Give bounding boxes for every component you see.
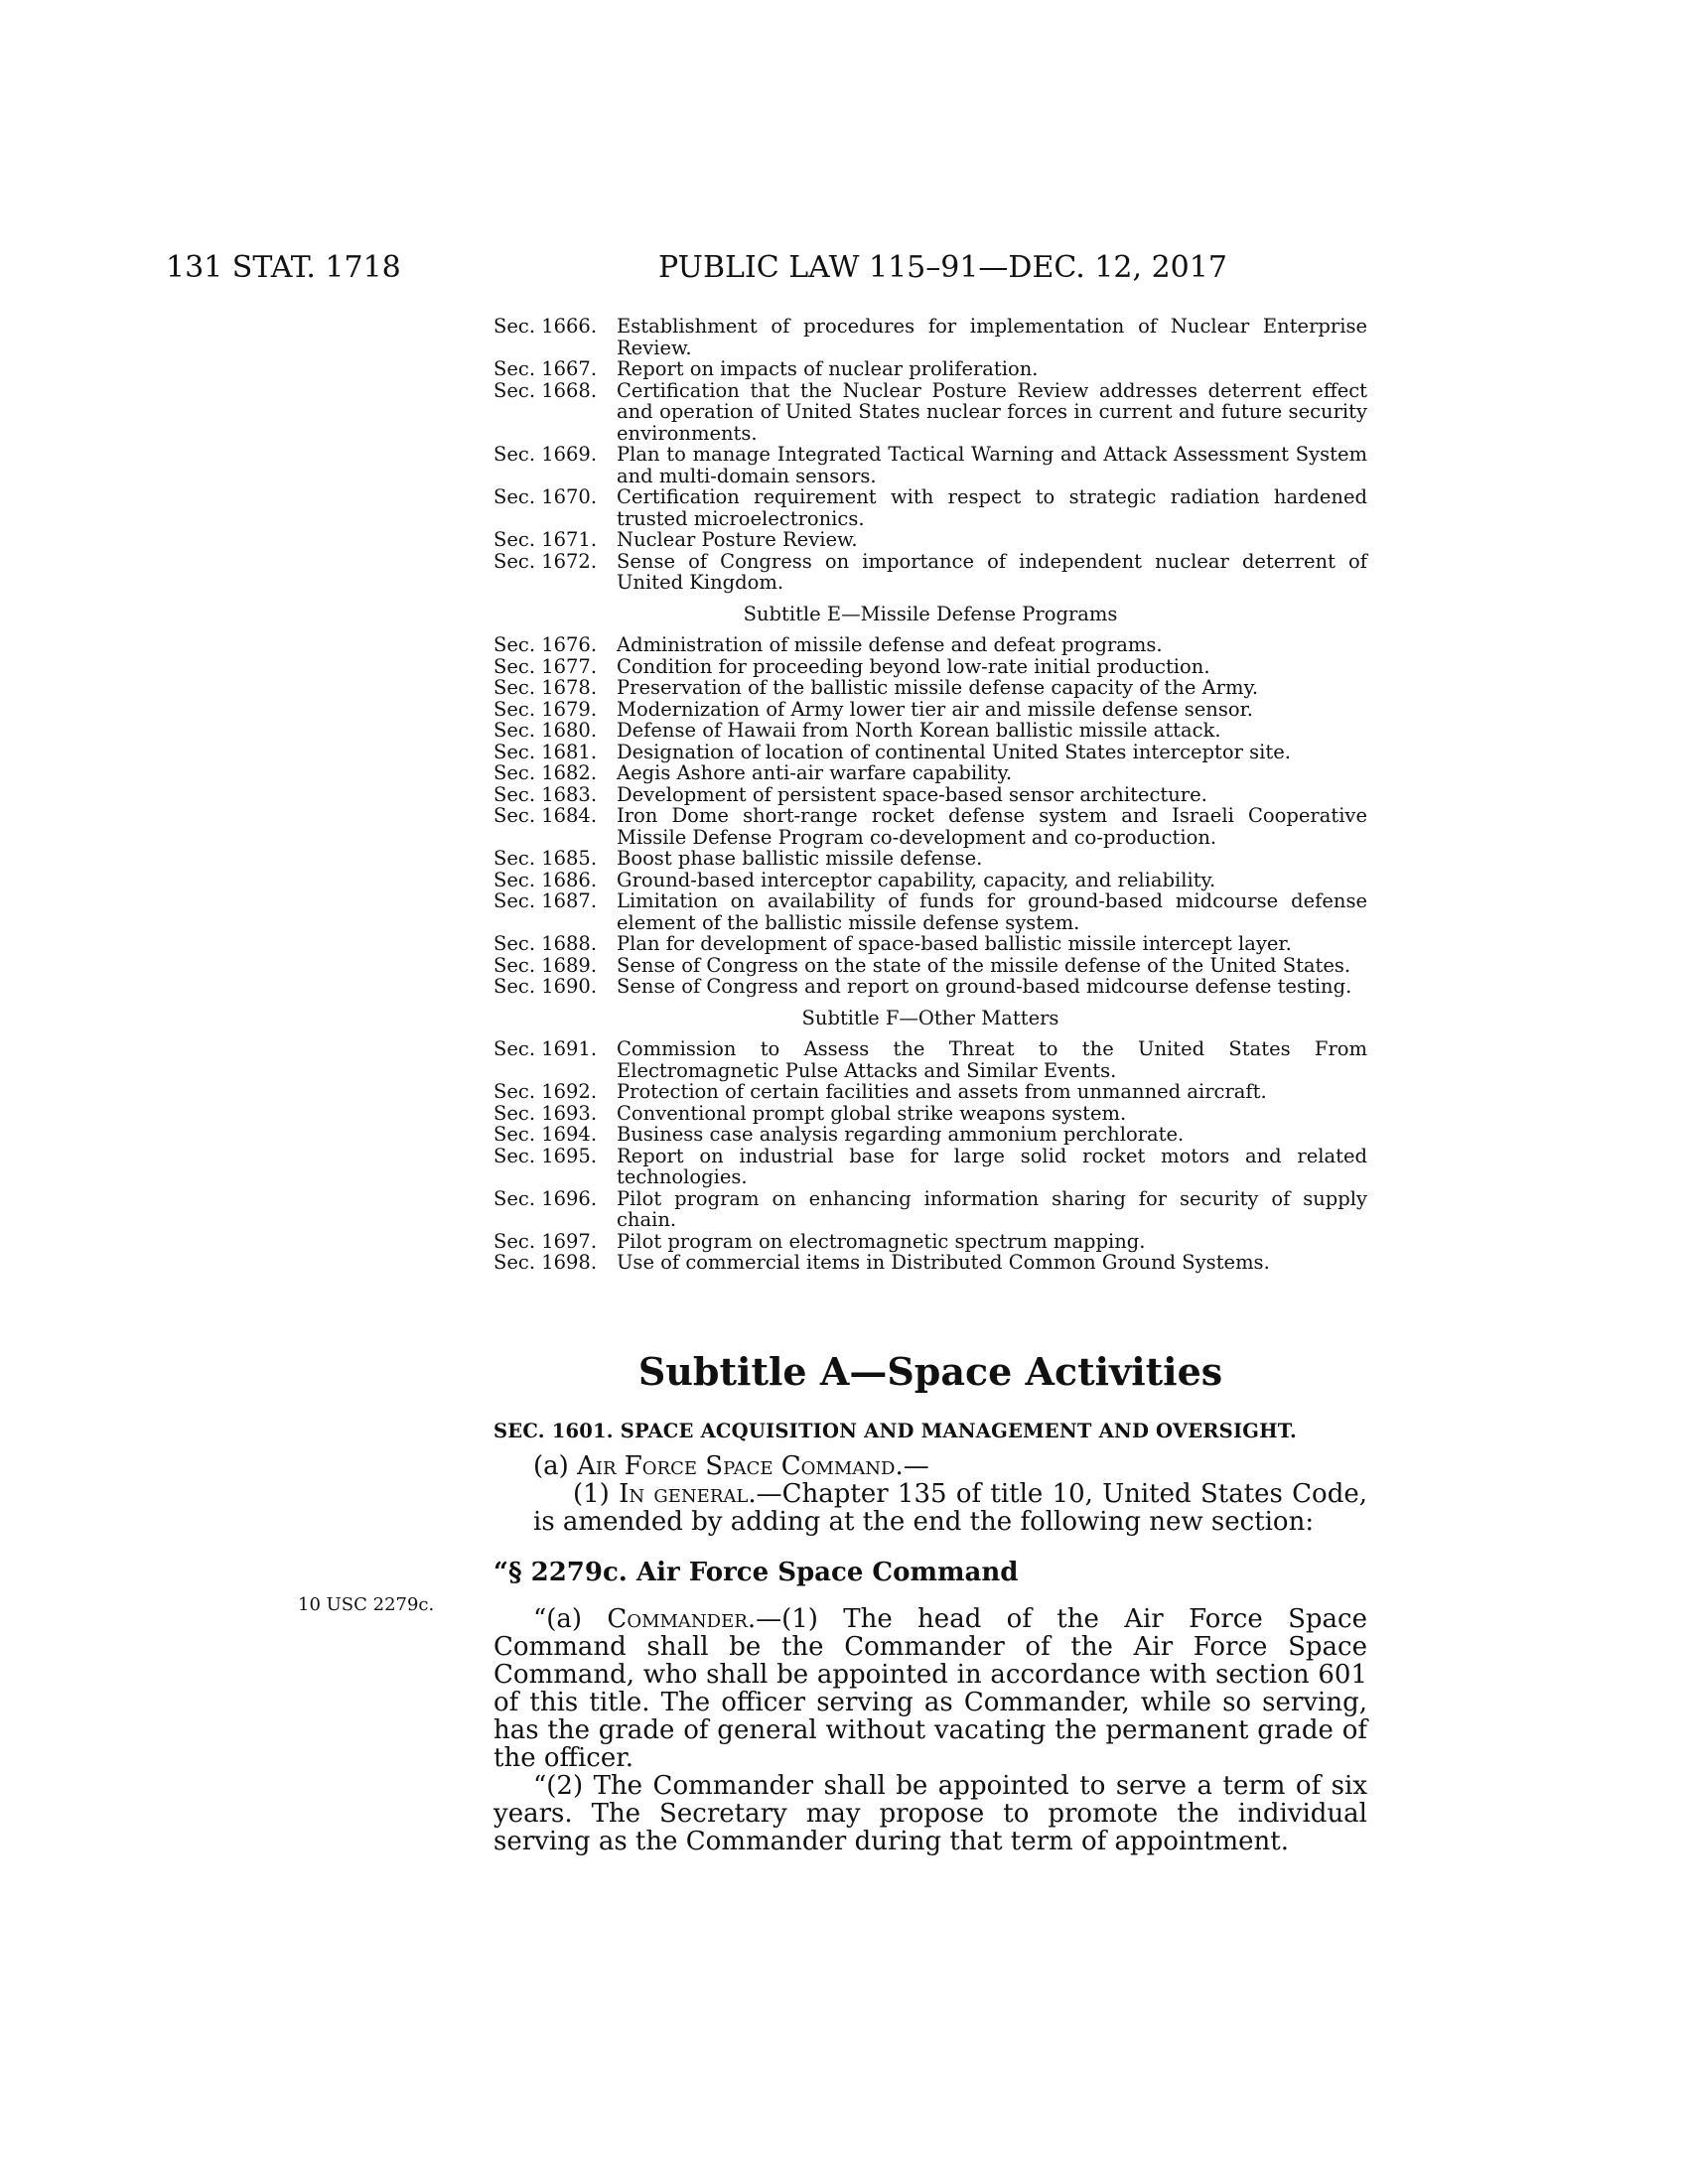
toc-group-f <box>493 1038 1367 1274</box>
toc-entry-title: Certification requirement with respect to strategic radiation hardened trusted microelectronics. <box>617 485 1367 530</box>
toc-subtitle-f: Subtitle F—Other Matters <box>801 1006 1059 1029</box>
commander-paragraph-2: “(2) The Commander shall be appointed to serve a term of six years. The Secretary may propose to promote the individual serving as the Commander during that term of appointment. <box>493 1771 1367 1856</box>
subsection-a-label: (a) <box>533 1451 578 1481</box>
toc-entry-number: Sec. 1670. <box>493 485 598 508</box>
toc-entry <box>493 677 1367 699</box>
toc-group-d <box>493 316 1367 594</box>
commander-open: “(a) <box>533 1604 608 1634</box>
toc-entry <box>493 890 1367 933</box>
toc-entry <box>493 1103 1367 1125</box>
new-section-title: “§ 2279c. Air Force Space Command <box>493 1558 1019 1587</box>
subsection-a <box>493 1452 1367 1480</box>
toc-entry <box>493 358 1367 380</box>
toc-entry <box>493 444 1367 486</box>
toc-entry <box>493 1231 1367 1253</box>
toc-entry-title: Business case analysis regarding ammonium perchlorate. <box>617 1123 1185 1146</box>
toc-entry-number: Sec. 1667. <box>493 357 598 380</box>
toc-entry <box>493 316 1367 358</box>
subsection-a-tail: .— <box>895 1451 929 1481</box>
toc-entry-number: Sec. 1681. <box>493 740 598 763</box>
toc-entry-title: Protection of certain facilities and assets from unmanned aircraft. <box>617 1080 1267 1103</box>
toc-entry-number: Sec. 1689. <box>493 953 598 977</box>
paragraph-1-text: .—Chapter 135 of title 10, United States Code, is amended by adding at the end the following new section: <box>533 1479 1367 1537</box>
toc-entry-title: Sense of Congress and report on ground-based midcourse defense testing. <box>617 975 1352 998</box>
paragraph-1 <box>493 1480 1367 1536</box>
toc-entry <box>493 380 1367 445</box>
toc-entry <box>493 955 1367 977</box>
toc-entry-title: Use of commercial items in Distributed Common Ground Systems. <box>617 1251 1270 1274</box>
toc-entry-title: Aegis Ashore anti-air warfare capability. <box>617 761 1013 784</box>
toc-entry-number: Sec. 1692. <box>493 1080 598 1103</box>
toc-entry <box>493 762 1367 784</box>
toc-entry-title: Limitation on availability of funds for ground-based midcourse defense element of the ballistic missile defense system. <box>617 889 1367 934</box>
toc-entry-number: Sec. 1683. <box>493 782 598 806</box>
toc-entry <box>493 1146 1367 1188</box>
section-heading: SEC. 1601. SPACE ACQUISITION AND MANAGEMENT AND OVERSIGHT. <box>493 1420 1297 1442</box>
toc-entry-number: Sec. 1694. <box>493 1123 598 1146</box>
toc-entry-number: Sec. 1685. <box>493 847 598 870</box>
subsection-a-title: Air Force Space Command <box>577 1451 896 1481</box>
toc-entry-number: Sec. 1697. <box>493 1229 598 1253</box>
toc-entry <box>493 976 1367 998</box>
main-text <box>493 1348 1367 1855</box>
toc-entry-number: Sec. 1695. <box>493 1144 598 1167</box>
toc-entry-number: Sec. 1678. <box>493 676 598 699</box>
toc-entry-title: Defense of Hawaii from North Korean ballistic missile attack. <box>617 719 1221 742</box>
toc-entry-title: Sense of Congress on the state of the missile defense of the United States. <box>617 953 1351 977</box>
toc-entry <box>493 486 1367 529</box>
toc-entry-number: Sec. 1679. <box>493 697 598 721</box>
commander-paragraph-1 <box>493 1605 1367 1772</box>
toc-entry <box>493 529 1367 551</box>
toc-entry-title: Modernization of Army lower tier air and missile defense sensor. <box>617 697 1253 721</box>
toc-entry-number: Sec. 1671. <box>493 528 598 551</box>
toc-entry-title: Designation of location of continental United States interceptor site. <box>617 740 1291 763</box>
paragraph-1-title: In general <box>619 1479 749 1509</box>
toc-entry-number: Sec. 1677. <box>493 654 598 678</box>
toc-entry-number: Sec. 1682. <box>493 761 598 784</box>
toc-entry <box>493 848 1367 870</box>
toc-entry <box>493 1038 1367 1081</box>
toc-entry <box>493 1252 1367 1274</box>
toc-entry-title: Establishment of procedures for implementation of Nuclear Enterprise Review. <box>617 315 1367 359</box>
running-head: PUBLIC LAW 115–91—DEC. 12, 2017 <box>658 250 1227 285</box>
subtitle-heading: Subtitle A—Space Activities <box>637 1349 1223 1394</box>
toc-entry-number: Sec. 1680. <box>493 719 598 742</box>
toc-entry <box>493 551 1367 594</box>
toc-entry-title: Pilot program on enhancing information sharing for security of supply chain. <box>617 1186 1367 1231</box>
toc-entry-number: Sec. 1688. <box>493 932 598 955</box>
toc-entry-title: Report on impacts of nuclear proliferation. <box>617 357 1039 380</box>
toc-entry-number: Sec. 1684. <box>493 804 598 827</box>
toc-entry <box>493 699 1367 721</box>
toc-entry-title: Development of persistent space-based sensor architecture. <box>617 782 1207 806</box>
toc-group-e <box>493 634 1367 998</box>
toc-entry-title: Commission to Assess the Threat to the United States From Electromagnetic Pulse Attacks and Similar Events. <box>617 1037 1367 1082</box>
table-of-contents <box>493 316 1367 1274</box>
page-header <box>0 248 1688 288</box>
commander-title: Commander <box>607 1604 748 1634</box>
toc-entry <box>493 870 1367 891</box>
toc-entry-number: Sec. 1690. <box>493 975 598 998</box>
toc-entry <box>493 634 1367 656</box>
toc-entry <box>493 720 1367 742</box>
toc-entry-number: Sec. 1686. <box>493 868 598 891</box>
toc-entry <box>493 933 1367 955</box>
toc-entry-title: Plan for development of space-based ballistic missile intercept layer. <box>617 932 1292 955</box>
toc-entry-title: Nuclear Posture Review. <box>617 528 858 551</box>
margin-note-usc: 10 USC 2279c. <box>298 1594 435 1615</box>
toc-entry-title: Certification that the Nuclear Posture Review addresses deterrent effect and operation of United States nuclear forces in current and future security environments. <box>617 378 1367 445</box>
toc-subtitle-e: Subtitle E—Missile Defense Programs <box>743 602 1118 625</box>
toc-entry-title: Report on industrial base for large solid rocket motors and related technologies. <box>617 1144 1367 1188</box>
toc-entry-number: Sec. 1668. <box>493 378 598 402</box>
toc-entry-title: Sense of Congress on importance of independent nuclear deterrent of United Kingdom. <box>617 549 1367 594</box>
toc-entry-number: Sec. 1693. <box>493 1101 598 1125</box>
toc-entry-number: Sec. 1676. <box>493 633 598 656</box>
toc-entry <box>493 742 1367 763</box>
stat-page-number: 131 STAT. 1718 <box>166 250 401 285</box>
toc-entry <box>493 1188 1367 1231</box>
toc-entry <box>493 656 1367 678</box>
toc-entry-title: Administration of missile defense and defeat programs. <box>617 633 1163 656</box>
toc-entry-number: Sec. 1666. <box>493 315 598 338</box>
toc-entry-title: Iron Dome short-range rocket defense system and Israeli Cooperative Missile Defense Program co-development and co-production. <box>617 804 1367 849</box>
toc-entry <box>493 784 1367 806</box>
toc-entry <box>493 1124 1367 1146</box>
toc-entry-title: Pilot program on electromagnetic spectrum mapping. <box>617 1229 1146 1253</box>
toc-entry-title: Ground-based interceptor capability, capacity, and reliability. <box>617 868 1216 891</box>
toc-entry-number: Sec. 1691. <box>493 1037 598 1060</box>
toc-entry-title: Preservation of the ballistic missile defense capacity of the Army. <box>617 676 1259 699</box>
toc-entry-title: Boost phase ballistic missile defense. <box>617 847 983 870</box>
paragraph-1-label: (1) <box>573 1479 620 1509</box>
toc-entry-title: Conventional prompt global strike weapons system. <box>617 1101 1127 1125</box>
toc-entry-number: Sec. 1669. <box>493 443 598 466</box>
toc-entry-number: Sec. 1672. <box>493 549 598 573</box>
toc-entry-number: Sec. 1696. <box>493 1186 598 1210</box>
toc-entry-number: Sec. 1698. <box>493 1251 598 1274</box>
toc-entry <box>493 1081 1367 1103</box>
commander-text: .—(1) The head of the Air Force Space Command shall be the Commander of the Air Force Space Command, who shall be appointed in accordance with section 601 of this title. The officer serving as Commander, while so serving, has the grade of general without vacating the permanent grade of the officer. <box>493 1604 1367 1773</box>
toc-entry <box>493 805 1367 848</box>
toc-entry-title: Plan to manage Integrated Tactical Warning and Attack Assessment System and multi-domain sensors. <box>617 443 1367 487</box>
toc-entry-number: Sec. 1687. <box>493 889 598 912</box>
toc-entry-title: Condition for proceeding beyond low-rate initial production. <box>617 654 1210 678</box>
